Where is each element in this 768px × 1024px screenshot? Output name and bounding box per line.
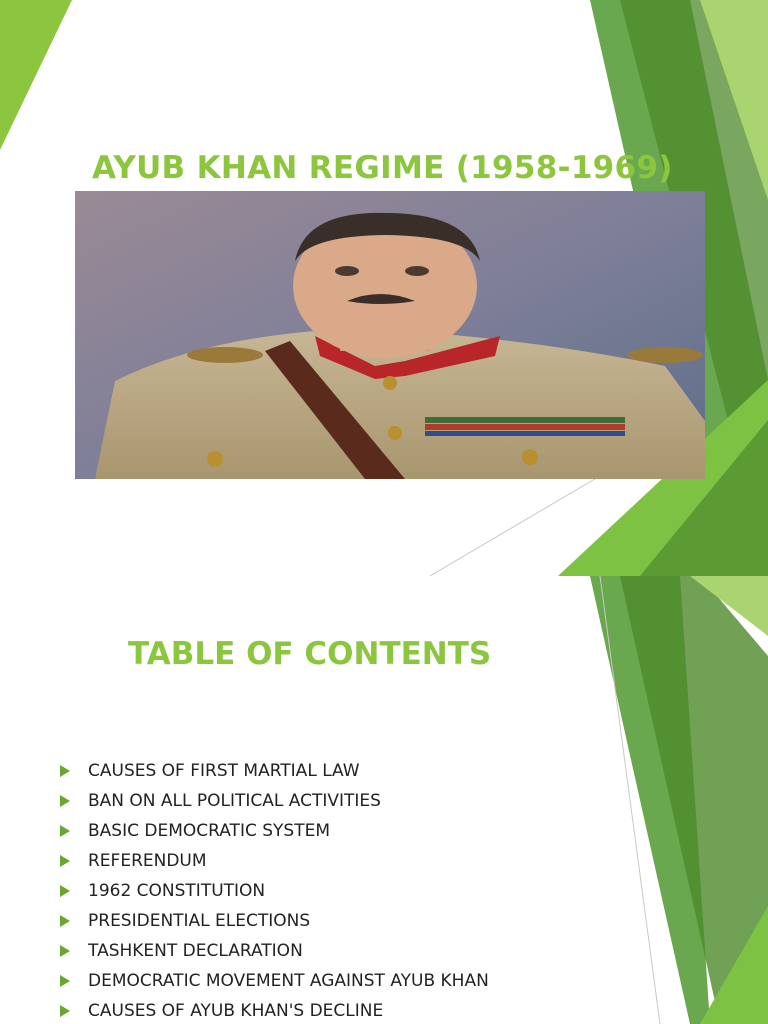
toc-item-label: TASHKENT DECLARATION (88, 941, 303, 961)
triangle-bullet-icon (60, 1005, 70, 1017)
slide-contents (0, 576, 768, 1024)
toc-item-label: CAUSES OF FIRST MARTIAL LAW (88, 761, 360, 781)
toc-item-label: CAUSES OF AYUB KHAN'S DECLINE (88, 1001, 384, 1021)
slide-title-heading: AYUB KHAN REGIME (1958-1969) (92, 150, 673, 186)
toc-item (60, 786, 489, 816)
toc-list (60, 756, 489, 1024)
triangle-bullet-icon (60, 915, 70, 927)
toc-item (60, 876, 489, 906)
toc-item (60, 996, 489, 1024)
toc-item (60, 966, 489, 996)
toc-item-label: BASIC DEMOCRATIC SYSTEM (88, 821, 330, 841)
toc-item-label: BAN ON ALL POLITICAL ACTIVITIES (88, 791, 381, 811)
toc-item-label: 1962 CONSTITUTION (88, 881, 266, 901)
toc-item-label: DEMOCRATIC MOVEMENT AGAINST AYUB KHAN (88, 971, 489, 991)
triangle-bullet-icon (60, 765, 70, 777)
toc-item (60, 846, 489, 876)
toc-item (60, 756, 489, 786)
portrait-image (75, 191, 705, 479)
toc-item (60, 936, 489, 966)
toc-heading: TABLE OF CONTENTS (128, 636, 492, 672)
triangle-bullet-icon (60, 945, 70, 957)
triangle-bullet-icon (60, 825, 70, 837)
toc-item (60, 816, 489, 846)
triangle-bullet-icon (60, 975, 70, 987)
toc-item (60, 906, 489, 936)
triangle-bullet-icon (60, 855, 70, 867)
triangle-bullet-icon (60, 885, 70, 897)
toc-item-label: REFERENDUM (88, 851, 207, 871)
triangle-bullet-icon (60, 795, 70, 807)
toc-item-label: PRESIDENTIAL ELECTIONS (88, 911, 311, 931)
